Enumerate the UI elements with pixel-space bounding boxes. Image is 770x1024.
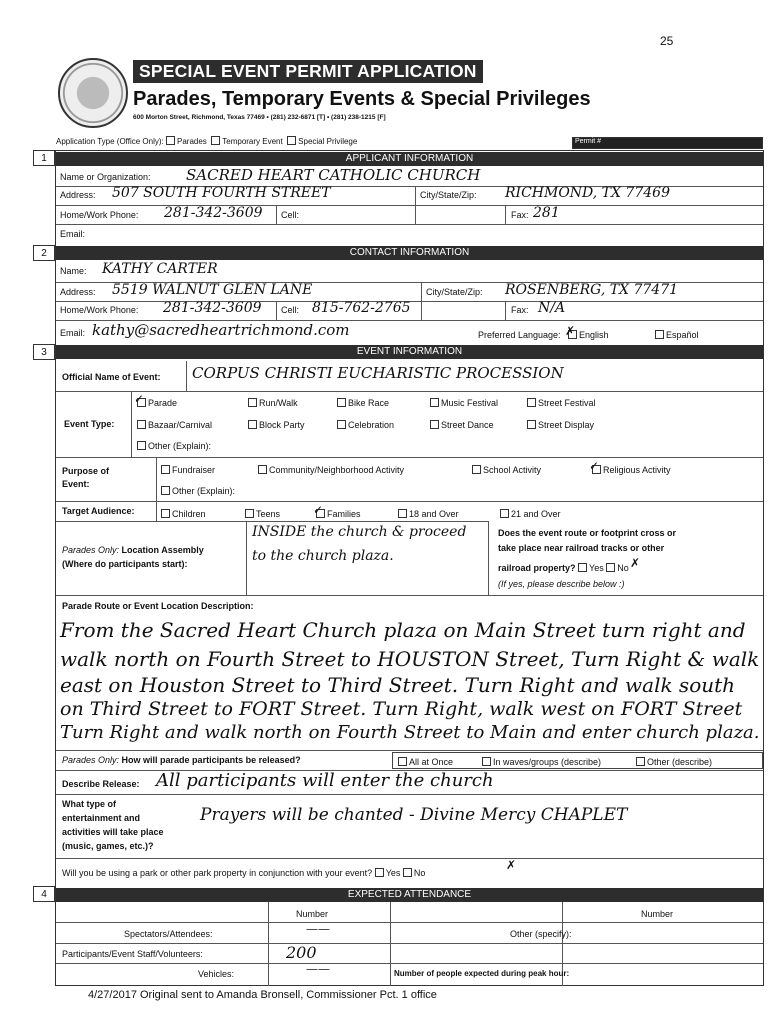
spectators-value[interactable]: ——: [306, 922, 330, 936]
checkbox-special-privilege[interactable]: [287, 136, 296, 145]
type-street-dance[interactable]: Street Dance: [430, 420, 494, 430]
org-name-label: Name or Organization:: [60, 172, 151, 182]
audience-label: Target Audience:: [62, 506, 135, 516]
parade-check-mark: ✓: [134, 392, 145, 406]
route-line-5[interactable]: Turn Right and walk north on Fourth Street to Main and enter church plaza.: [60, 722, 760, 743]
vehicles-label: Vehicles:: [198, 969, 235, 979]
org-name-value[interactable]: SACRED HEART CATHOLIC CHURCH: [186, 166, 481, 184]
assembly-label-1: Parades Only: Location Assembly: [62, 545, 204, 555]
purpose-label-2: Event:: [62, 479, 90, 489]
railroad-no-check-mark: ✗: [630, 556, 641, 570]
contact-header: CONTACT INFORMATION: [56, 246, 763, 260]
park-question: Will you be using a park or other park property in conjunction with your event? Yes No: [62, 868, 426, 878]
footer-note: 4/27/2017 Original sent to Amanda Bronsell, Commissioner Pct. 1 office: [88, 989, 437, 1001]
describe-release-value[interactable]: All participants will enter the church: [156, 770, 494, 791]
type-block-party[interactable]: Block Party: [248, 420, 305, 430]
applicant-phone-value[interactable]: 281-342-3609: [164, 205, 263, 221]
families-check-mark: ✓: [313, 503, 324, 517]
permit-number-field[interactable]: Permit #: [572, 137, 763, 149]
railroad-question-2: take place near railroad tracks or other: [498, 543, 665, 553]
section-number-1: 1: [33, 150, 55, 166]
type-celebration[interactable]: Celebration: [337, 420, 394, 430]
contact-address-label: Address:: [60, 287, 96, 297]
audience-18-over[interactable]: 18 and Over: [398, 509, 459, 519]
audience-21-over[interactable]: 21 and Over: [500, 509, 561, 519]
city-seal-logo: [58, 58, 128, 128]
entertainment-label-1: What type of: [62, 799, 116, 809]
checkbox-parades[interactable]: [166, 136, 175, 145]
contact-address-value[interactable]: 5519 WALNUT GLEN LANE: [112, 282, 313, 298]
entertainment-label-3: activities will take place: [62, 827, 164, 837]
office-address: 600 Morton Street, Richmond, Texas 77469 • (281) 232-6871 [T] • (281) 238-1215 [F]: [133, 114, 386, 121]
language-spanish[interactable]: Español: [655, 330, 699, 340]
contact-name-label: Name:: [60, 266, 87, 276]
form-title: SPECIAL EVENT PERMIT APPLICATION: [133, 60, 483, 83]
checkbox-temporary-event[interactable]: [211, 136, 220, 145]
applicant-city-value[interactable]: RICHMOND, TX 77469: [505, 185, 670, 201]
assembly-value-1[interactable]: INSIDE the church & proceed: [252, 524, 467, 540]
type-bike-race[interactable]: Bike Race: [337, 398, 389, 408]
route-line-4[interactable]: on Third Street to FORT Street. Turn Right, walk west on FORT Street: [60, 698, 743, 720]
type-other[interactable]: Other (Explain):: [137, 441, 211, 451]
section-number-2: 2: [33, 245, 55, 261]
contact-email-label: Email:: [60, 328, 86, 338]
religious-check-mark: ✓: [589, 459, 600, 473]
applicant-header: APPLICANT INFORMATION: [56, 152, 763, 166]
spectators-label: Spectators/Attendees:: [124, 929, 213, 939]
applicant-phone-label: Home/Work Phone:: [60, 210, 139, 220]
applicant-address-value[interactable]: 507 SOUTH FOURTH STREET: [112, 185, 331, 201]
railroad-question-3: railroad property? Yes No: [498, 563, 629, 573]
railroad-note: (If yes, please describe below :): [498, 579, 625, 589]
contact-city-label: City/State/Zip:: [426, 287, 483, 297]
assembly-value-2[interactable]: to the church plaza.: [252, 548, 394, 564]
application-type: Application Type (Office Only): Parades Temporary Event Special Privilege: [56, 137, 358, 146]
applicant-address-label: Address:: [60, 190, 96, 200]
entertainment-label-2: entertainment and: [62, 813, 141, 823]
type-music-festival[interactable]: Music Festival: [430, 398, 498, 408]
type-bazaar[interactable]: Bazaar/Carnival: [137, 420, 212, 430]
applicant-fax-label: Fax:: [511, 210, 529, 220]
audience-children[interactable]: Children: [161, 509, 206, 519]
release-question: Parades Only: How will parade participants be released?: [62, 755, 301, 765]
section-number-3: 3: [33, 344, 55, 360]
contact-city-value[interactable]: ROSENBERG, TX 77471: [505, 282, 679, 298]
assembly-label-3: (Where do participants start):: [62, 559, 188, 569]
route-line-1[interactable]: From the Sacred Heart Church plaza on Main Street turn right and: [60, 618, 746, 642]
peak-hour-label: Number of people expected during peak hour:: [394, 969, 570, 978]
vehicles-value[interactable]: ——: [306, 962, 330, 976]
purpose-religious[interactable]: Religious Activity: [592, 465, 671, 475]
event-header: EVENT INFORMATION: [56, 345, 763, 359]
other-specify-label: Other (specify):: [510, 929, 572, 939]
audience-families[interactable]: Families: [316, 509, 361, 519]
type-street-display[interactable]: Street Display: [527, 420, 594, 430]
contact-cell-label: Cell:: [281, 305, 300, 315]
applicant-cell-label: Cell:: [281, 210, 300, 220]
purpose-community[interactable]: Community/Neighborhood Activity: [258, 465, 404, 475]
entertainment-label-4: (music, games, etc.)?: [62, 841, 154, 851]
release-all-at-once[interactable]: All at Once: [398, 757, 453, 767]
route-label: Parade Route or Event Location Description:: [62, 601, 254, 611]
form-subtitle: Parades, Temporary Events & Special Privileges: [133, 88, 591, 110]
contact-phone-label: Home/Work Phone:: [60, 305, 139, 315]
contact-cell-value[interactable]: 815-762-2765: [312, 300, 411, 316]
purpose-label-1: Purpose of: [62, 466, 110, 476]
staff-value[interactable]: 200: [286, 943, 317, 962]
applicant-email-label: Email:: [60, 229, 86, 239]
railroad-question-1: Does the event route or footprint cross or: [498, 528, 677, 538]
staff-label: Participants/Event Staff/Volunteers:: [62, 949, 203, 959]
purpose-fundraiser[interactable]: Fundraiser: [161, 465, 215, 475]
type-street-festival[interactable]: Street Festival: [527, 398, 596, 408]
release-other[interactable]: Other (describe): [636, 757, 712, 767]
route-line-3[interactable]: east on Houston Street to Third Street. Turn Right and walk south: [60, 673, 736, 697]
purpose-school[interactable]: School Activity: [472, 465, 541, 475]
contact-email-value[interactable]: kathy@sacredheartrichmond.com: [92, 321, 350, 339]
purpose-other[interactable]: Other (Explain):: [161, 486, 235, 496]
event-type-label: Event Type:: [64, 419, 115, 429]
contact-name-value[interactable]: KATHY CARTER: [102, 261, 218, 277]
attendance-header: EXPECTED ATTENDANCE: [56, 888, 763, 902]
type-parade[interactable]: Parade: [137, 398, 177, 408]
attendance-number-label-2: Number: [641, 909, 674, 919]
audience-teens[interactable]: Teens: [245, 509, 280, 519]
language-english[interactable]: English: [568, 330, 609, 340]
entertainment-value[interactable]: Prayers will be chanted - Divine Mercy CHAPLET: [200, 805, 628, 825]
contact-phone-value[interactable]: 281-342-3609: [163, 300, 262, 316]
park-no-check-mark: ✗: [506, 858, 517, 872]
contact-fax-value[interactable]: N/A: [538, 300, 566, 316]
applicant-fax-value[interactable]: 281: [533, 205, 560, 221]
official-name-value[interactable]: CORPUS CHRISTI EUCHARISTIC PROCESSION: [192, 364, 564, 382]
section-number-4: 4: [33, 886, 55, 902]
official-name-label: Official Name of Event:: [62, 372, 161, 382]
route-line-2[interactable]: walk north on Fourth Street to HOUSTON Street, Turn Right & walk: [60, 647, 760, 671]
applicant-city-label: City/State/Zip:: [420, 190, 477, 200]
release-waves[interactable]: In waves/groups (describe): [482, 757, 601, 767]
language-label: Preferred Language:: [478, 330, 561, 340]
contact-fax-label: Fax:: [511, 305, 529, 315]
english-check-mark: ✗: [565, 324, 576, 338]
page-number: 25: [660, 34, 674, 48]
type-run-walk[interactable]: Run/Walk: [248, 398, 298, 408]
attendance-number-label: Number: [296, 909, 329, 919]
describe-release-label: Describe Release:: [62, 779, 140, 789]
